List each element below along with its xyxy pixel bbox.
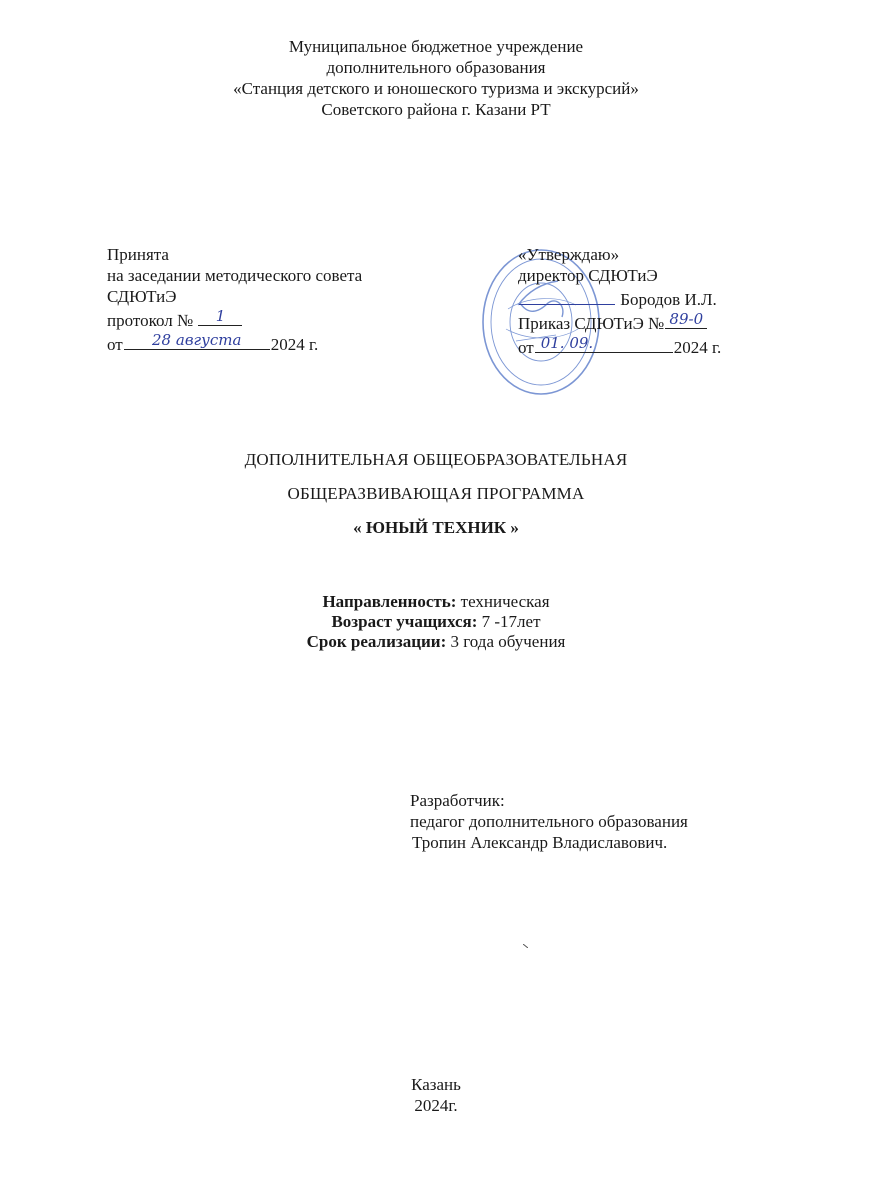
director-name: Бородов И.Л.: [620, 290, 717, 309]
accepted-block: [107, 244, 437, 355]
footer: [0, 1074, 872, 1116]
order-number-field: [665, 310, 707, 329]
direction-value: техническая: [456, 592, 550, 611]
developer-name: Тропин Александр Владиславович.: [412, 833, 668, 852]
approved-date-year: 2024 г.: [673, 338, 722, 357]
direction-row: [0, 592, 872, 612]
accepted-date-line: [107, 331, 437, 355]
header-line-4: Советского района г. Казани РТ: [321, 100, 551, 119]
header-line-1: Муниципальное бюджетное учреждение: [288, 37, 584, 56]
header-line-2: дополнительного образования: [326, 58, 546, 77]
accepted-date-handwritten: 28 августа: [152, 331, 242, 349]
protocol-line: [107, 307, 437, 331]
order-number-handwritten: 89-0: [669, 310, 704, 328]
accepted-line-2: на заседании методического совета: [107, 266, 363, 285]
age-row: [0, 612, 872, 632]
accepted-line-1: Принята: [107, 245, 169, 264]
approved-date-prefix: от: [518, 338, 534, 357]
accepted-date-field: [124, 331, 270, 350]
title-line-1: ДОПОЛНИТЕЛЬНАЯ ОБЩЕОБРАЗОВАТЕЛЬНАЯ: [244, 450, 628, 469]
program-info: [0, 592, 872, 652]
director-signature: [519, 286, 615, 305]
developer-block: [410, 790, 810, 853]
accepted-date-year: 2024 г.: [270, 335, 319, 354]
director-signature-line: [518, 286, 818, 310]
order-label: Приказ СДЮТиЭ №: [518, 314, 665, 333]
approved-block: [518, 244, 818, 358]
age-label: Возраст учащихся:: [331, 612, 478, 631]
developer-label: Разработчик:: [410, 791, 505, 810]
accepted-date-prefix: от: [107, 335, 123, 354]
age-value: 7 -17лет: [477, 612, 541, 631]
approved-date-handwritten: 01. 09.: [540, 334, 594, 352]
title-line-2: ОБЩЕРАЗВИВАЮЩАЯ ПРОГРАММА: [287, 484, 585, 503]
footer-year: 2024г.: [414, 1096, 458, 1115]
direction-label: Направленность:: [322, 592, 457, 611]
program-title: [0, 450, 872, 538]
order-line: [518, 310, 818, 334]
approved-line-1: «Утверждаю»: [518, 245, 620, 264]
protocol-label: протокол №: [107, 311, 194, 330]
footer-city: Казань: [411, 1075, 461, 1094]
institution-header: [0, 36, 872, 120]
term-value: 3 года обучения: [446, 632, 566, 651]
approved-line-2: директор СДЮТиЭ: [518, 266, 658, 285]
program-name: « ЮНЫЙ ТЕХНИК »: [353, 518, 519, 537]
header-line-3: «Станция детского и юношеского туризма и экскурсий»: [233, 79, 639, 98]
protocol-number-handwritten: 1: [215, 307, 226, 325]
term-row: [0, 632, 872, 652]
approved-date-field: [535, 334, 673, 353]
stray-mark: [523, 944, 528, 948]
accepted-line-3: СДЮТиЭ: [107, 287, 177, 306]
developer-position: педагог дополнительного образования: [410, 812, 688, 831]
term-label: Срок реализации:: [306, 632, 447, 651]
protocol-number-field: [198, 307, 242, 326]
approved-date-line: [518, 334, 818, 358]
